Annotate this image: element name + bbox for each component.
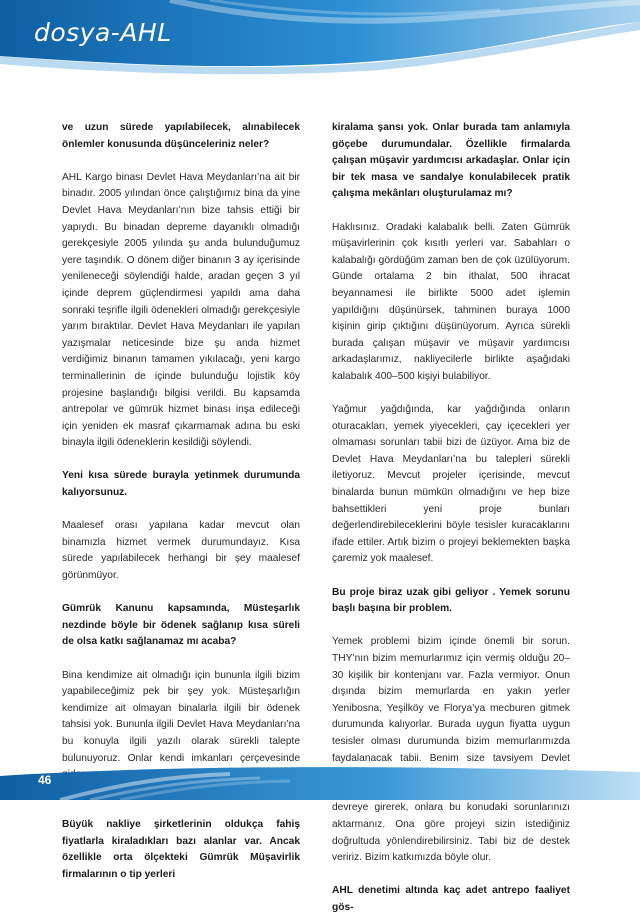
question-paragraph: Büyük nakliye şirketlerinin oldukça fahiş fiyatlarla kiraladıkları bazı alanlar var. Ancak özellikle orta ölçekteki Gümrük Müşavirlik firmalarının o tip yerleri bbox=[62, 818, 300, 880]
answer-paragraph: Yağmur yağdığında, kar yağdığında onların oturacakları, yemek yiyecekleri, çay içecekleri yer olmaması sorunları tabii bizi de üzüyor. Ama biz de Devlet Hava Meydanları’na bu talepleri sürekli iletiyoruz. Mevcut projeler içerisinde, mevcut binalarda bunun mümkün olmadığını ve hep bize bahsettikleri yeni proje bunları değerlendirebileceklerini böyle tesisler kuracaklarını ifade ettiler. Artık bizim o projeyi beklemekten başka çaremiz yok maalesef. bbox=[332, 404, 570, 565]
footer-swoosh-graphic bbox=[0, 762, 640, 800]
question-paragraph: ve uzun sürede yapılabilecek, alınabilecek önlemler konusunda düşünceleriniz neler? bbox=[62, 122, 300, 150]
answer-paragraph: AHL Kargo binası Devlet Hava Meydanları’na ait bir binadır. 2005 yılından önce çalıştığımız bina da yine Devlet Hava Meydanları’nın bize tahsis ettiği bir yapıydı. Bu binadan depreme dayanıklı olmadığı gerekçesiyle 2005 yılında şu anda bulunduğumuz yere taşındık. O dönem diğer binanın 3 ay içerisinde yenileneceği söylendiği halde, aradan geçen 3 yıl içinde deprem güçlendirmesi yapıldı ama daha sonraki teşrifle ilgili ödenekleri olmadığı gerekçesiyle yarım bıraktılar. Devlet Hava Meydanları ile yapılan yazışmalar neticesinde bize şu anda hizmet verdiğimiz binanın tamamen yıkılacağı, yeni kargo terminallerinin de içinde bulunduğu lojistik köy projesine başlandığı bilgisi verildi. Bu kapsamda antrepolar ve gümrük hizmet binası inşa edileceği için yeniden ek masraf çıkarmamak adına bu eski binayla ilgili ödeneklerin kesildiği söylendi. bbox=[62, 171, 300, 449]
question-paragraph: AHL denetimi altında kaç adet antrepo faaliyet gös- bbox=[332, 885, 570, 913]
answer-paragraph: Maalesef orası yapılana kadar mevcut olan binamızla hizmet vermek durumundayız. Kısa sürede yapılabilecek herhangi bir şey maalesef görünmüyor. bbox=[62, 520, 300, 582]
section-title: dosya-AHL bbox=[34, 18, 172, 47]
question-paragraph: kiralama şansı yok. Onlar burada tam anlamıyla göçebe durumundalar. Özellikle firmalarda çalışan müşavir yardımcısı arkadaşlar. Onlar için bir tek masa ve sandalye konulabilecek pratik çalışma mekânları oluşturulamaz mı? bbox=[332, 122, 570, 200]
answer-paragraph: Bina kendimize ait olmadığı için bununla ilgili bizim yapabileceğimiz pek bir şey yok. Müsteşarlığın kendimize ait olmayan binalarla ilgili bir ödenek tahsisi yok. Bununla ilgili Devlet Hava Meydanları’na bu konuyla ilgili yazılı olarak sürekli talepte bulunuyoruz. Onlar kendi imkanları çerçevesinde bbox=[62, 669, 300, 764]
answer-paragraph: Haklısınız. Oradaki kalabalık belli. Zaten Gümrük müşavirlerinin çok kısıtlı yerleri var. Sabahları o kalabalığı gördüğüm zaman ben de çok üzülüyorum. Günde ortalama 2 bin ithalat, 500 ihracat beyannamesi ile birlikte 5000 adet işlemin yapıldığını düşünürsek, tahminen buraya 1000 kişinin girip çıktığını düşünüyorum. Ayrıca sürekli burada çalışan müşavir ve müşavir yardımcısı arkadaşlarımız, nakliyecilerle birlikte aşağıdaki kalabalık 400–500 kişiyi bulabiliyor. bbox=[332, 221, 570, 382]
answer-paragraph: Yemek problemi bizim içinde önemli bir sorun. THY’nın bizim memurlarımız için vermiş olduğu 20–30 kişilik bir kontenjanı var. Fazla vermiyor. Onun dışında bizim memurlarda en yakın yerler Yenibosna, Yeşilköy ve Florya’ya mecburen gitmek durumunda kalıyorlar. Burada uygun fiyatta uygun tesisler olması durumunda bizim memurlarımızda faydalanacak tabii. Benim size tavsiyem Devlet devreye girerek, onlara bu konudaki sorunlarınızı aktarmanız. Ona göre projeyi sizin istediğiniz doğrultuda yönlendirebilirsiniz. Tabi biz de destek veririz. Bizim katkımızda böyle olur. bbox=[332, 636, 570, 864]
question-paragraph: Bu proje biraz uzak gibi geliyor . Yemek sorunu başlı başına bir problem. bbox=[332, 586, 570, 615]
page-header bbox=[0, 0, 640, 78]
page-footer bbox=[0, 762, 640, 800]
question-paragraph: Gümrük Kanunu kapsamında, Müsteşarlık nezdinde böyle bir ödenek sağlanıp kısa süreli de olsa katkı sağlanamaz mı acaba? bbox=[62, 603, 300, 648]
question-paragraph: Yeni kısa sürede burayla yetinmek durumunda kalıyorsunuz. bbox=[62, 470, 300, 499]
page-number: 46 bbox=[38, 773, 52, 787]
